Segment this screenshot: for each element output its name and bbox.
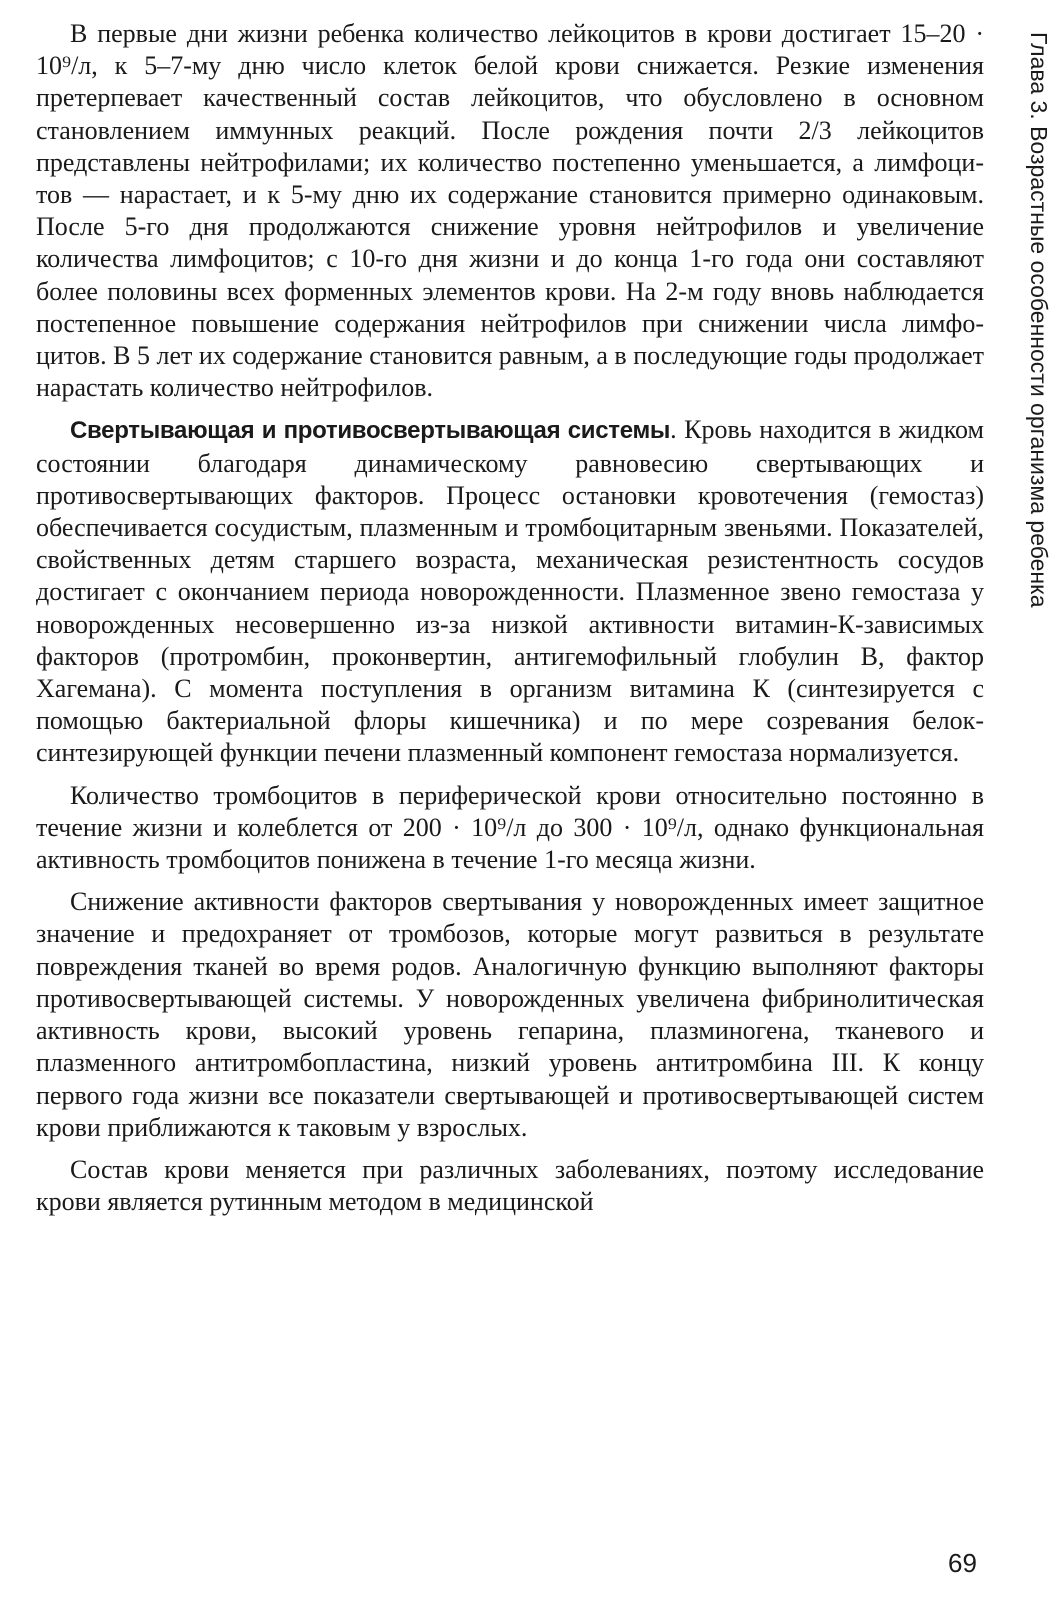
paragraph-text: Снижение активности факторов свертывания у новорожденных имеет защитное значение и предохраняет от тромбозов, которые могут развиться в результате повреждения тканей во время родов. Аналогичную функцию выполняют факторы противосвертывающей системы. У новорожденных увеличена фибринолитическая активность крови, высокий уровень гепарина, плазминогена, тканевого и плазменного антитромбопластина, низкий уровень антитромбина III. К концу первого года жизни все показатели свертывающей и противосвертывающей систем крови приближаются к таковым у взрослых. [36,887,984,1142]
paragraph-coagulation-factors [36,886,984,1144]
paragraph-text: В первые дни жизни ребенка количество лейкоцитов в крови достигает 15–20 · 10⁹/л, к 5–7-му дню число клеток белой крови снижается. Резкие изменения претерпевает качественный состав лейкоцитов, что обусловлено в основном становлением иммунных реакций. После рождения почти 2/3 лейкоцитов представлены нейтрофилами; их количество постепенно уменьшается, а лимфоцитов — нарастает, и к 5-му дню их содержание становится примерно одинаковым. После 5-го дня продолжаются снижение уровня нейтрофилов и увеличение количества лимфоцитов; с 10-го дня жизни и до конца 1-го года они составляют более половины всех форменных элементов крови. На 2-м году вновь наблюдается постепенное повышение содержания нейтрофилов при снижении числа лимфоцитов. В 5 лет их содержание становится равным, а в последующие годы продолжает нарастать количество нейтрофилов. [36,19,984,403]
section-lead-heading: Свертывающая и противосвертывающая системы [70,417,671,445]
paragraph-text: Количество тромбоцитов в периферической крови относительно постоянно в течение жизни и колеблется от 200 · 10⁹/л до 300 · 10⁹/л, однако функциональная активность тромбоцитов понижена в течение 1-го месяца жизни. [36,780,984,875]
page-number: 69 [948,1548,977,1578]
body-text [36,18,984,1218]
paragraph-blood-composition [36,1154,984,1218]
running-head: Глава 3. Возрастные особенности организма ребенка [1026,32,1052,608]
paragraph-leukocytes [36,18,984,404]
paragraph-text: Состав крови меняется при различных заболеваниях, поэтому исследование крови является рутинным методом в медицинской [36,1154,984,1217]
paragraph-coagulation [36,414,984,769]
paragraph-platelets [36,780,984,877]
paragraph-text: . Кровь находится в жидком состоянии благодаря динамическому равновесию свертывающих и противосвертывающих факторов. Процесс остановки кровотечения (гемостаз) обеспечивается сосудистым, плазменным и тромбоцитарным звеньями. Показателей, свойственных детям старшего возраста, механическая резистентность сосудов достигает с окончанием периода новорожденности. Плазменное звено гемостаза у новорожденных несовершенно из-за низкой активности витамин-К-зависимых факторов (протромбин, проконвертин, антигемофильный глобулин В, фактор Хагемана). С момента поступления в организм витамина К (синтезируется с помощью бактериальной флоры кишечника) и по мере созревания белоксинтезирующей функции печени плазменный компонент гемостаза нормализуется. [36,415,984,768]
